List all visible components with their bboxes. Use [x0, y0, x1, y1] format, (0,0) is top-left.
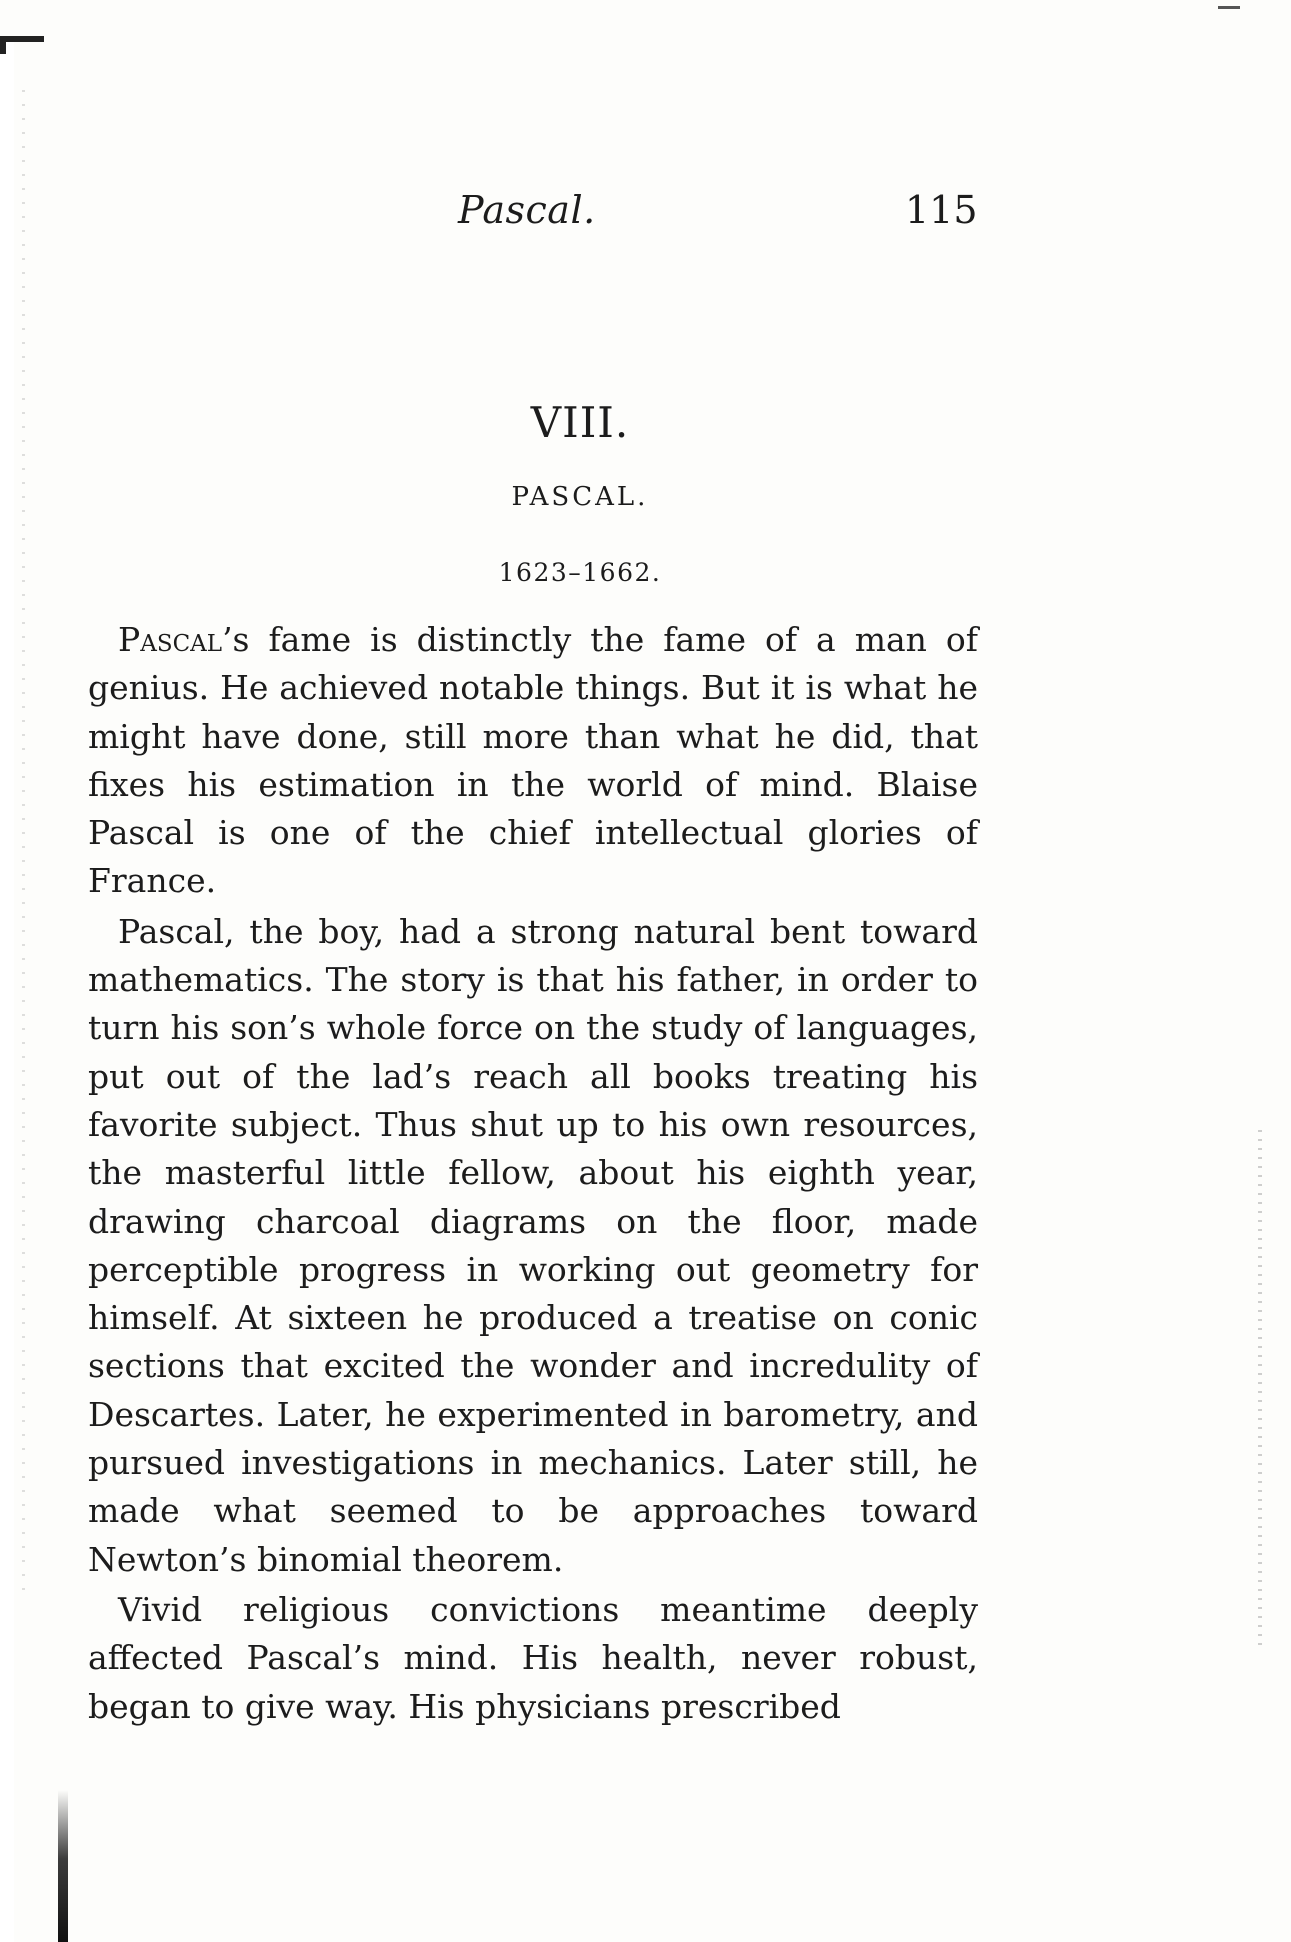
page-number: 115 [905, 188, 978, 232]
paragraph-2 [88, 908, 978, 1584]
chapter-number: VIII. [530, 398, 630, 447]
scan-edge-noise-right [1258, 1130, 1262, 1650]
paragraph-1-lead: Pascal [118, 620, 223, 659]
paragraph-3-text: Vivid religious convictions meantime deeply affected Pascal’s mind. His health, never robust, began to give way. His physicians prescribed [88, 1589, 978, 1726]
paragraph-3 [88, 1586, 978, 1731]
body-text [88, 616, 978, 1731]
running-title: Pascal. [458, 188, 596, 232]
paragraph-2-text: Pascal, the boy, had a strong natural bent toward mathematics. The story is that his father, in order to turn his son’s whole force on the study of languages, put out of the lad’s reach all books treating his favorite subject. Thus shut up to his own resources, the masterful little fellow, about his eighth year, drawing charcoal diagrams on the floor, made perceptible progress in working out geometry for himself. At sixteen he produced a treatise on conic sections that excited the wonder and incredulity of Descartes. Later, he experimented in barometry, and pursued investigations in mechanics. Later still, he made what seemed to be approaches toward Newton’s binomial theorem. [88, 911, 978, 1579]
paragraph-1-text: ’s fame is distinctly the fame of a man of genius. He achieved notable things. But it is what he might have done, still more than what he did, that fixes his estimation in the world of mind. Blaise Pascal is one of the chief intellectual glories of France. [88, 620, 978, 901]
chapter-title: PASCAL. [511, 482, 649, 512]
chapter-dates: 1623–1662. [498, 558, 662, 587]
scan-edge-noise-left [22, 90, 25, 1590]
paragraph-1 [88, 616, 978, 906]
scan-binding-shadow [58, 1790, 68, 1942]
scan-corner-mark [0, 36, 44, 54]
scan-top-mark [1218, 6, 1240, 9]
scan-spine-edge [0, 40, 14, 1942]
